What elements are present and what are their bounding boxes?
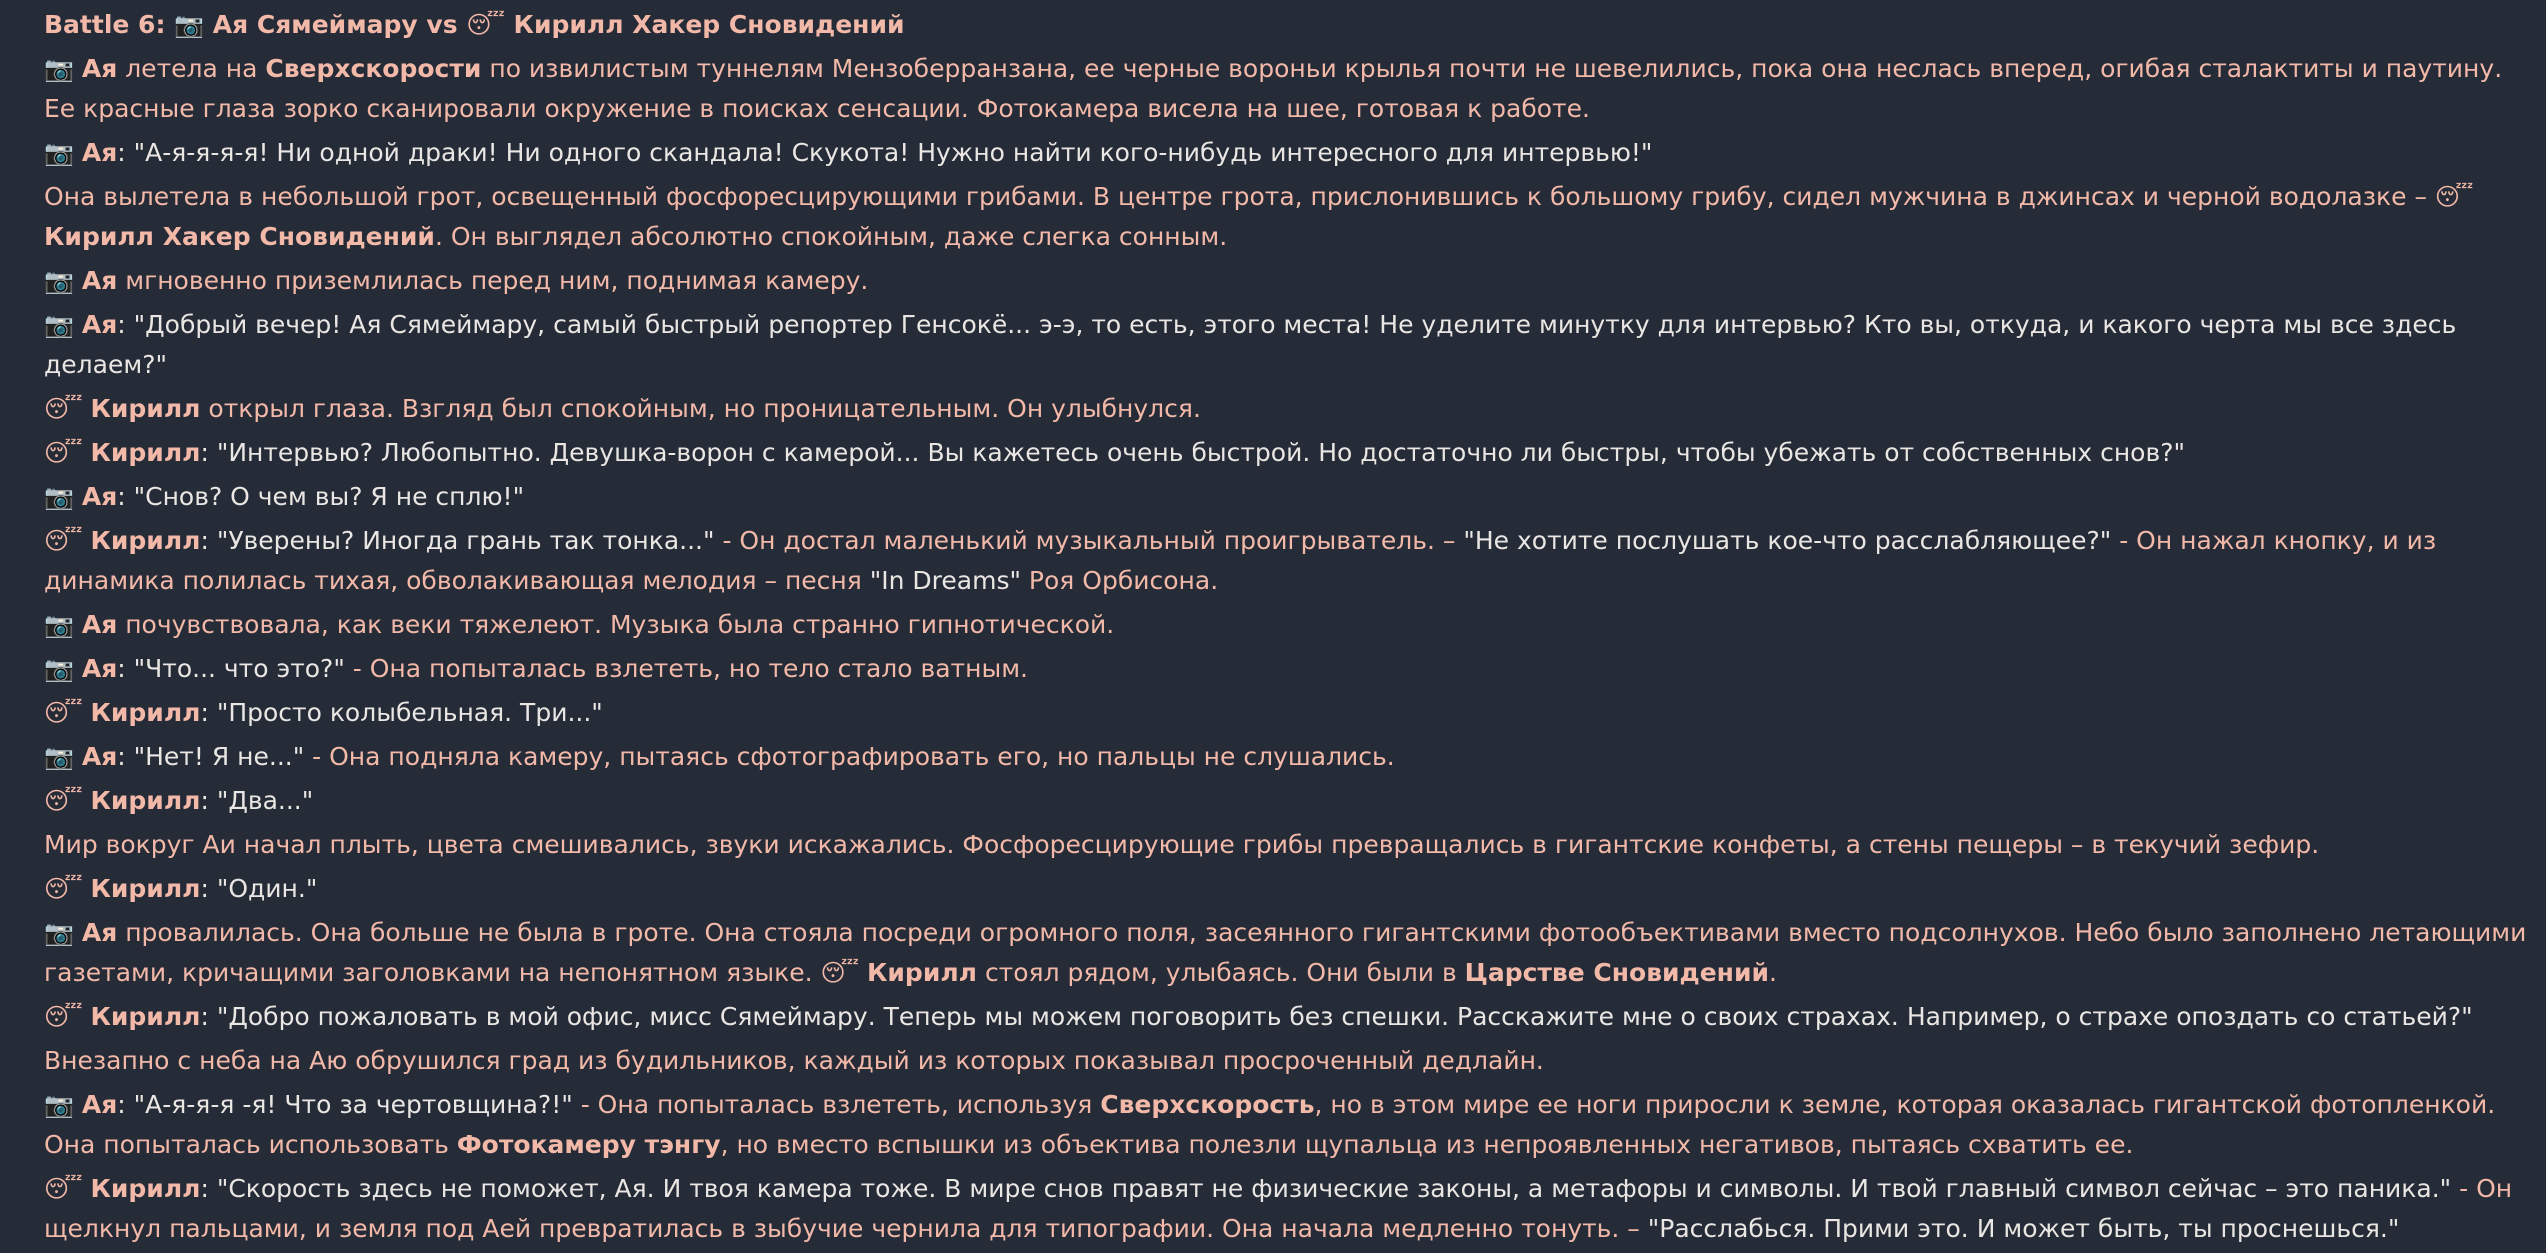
- dialogue-text: : "Два...": [200, 786, 314, 815]
- dialogue-text: : "Добрый вечер! Ая Сямеймару, самый быстрый репортер Генсокё... э-э, то есть, этого места! Не уделите минутку для интервью? Кто вы, откуда, и какого черта мы все здесь делаем?": [44, 310, 2457, 379]
- dialogue-text: : "Что... что это?": [117, 654, 345, 683]
- narration-text: открыл глаза. Взгляд был спокойным, но проницательным. Он улыбнулся.: [208, 394, 1201, 423]
- sleeping-face-icon: 😴: [820, 959, 860, 987]
- dialogue-line: [44, 433, 2534, 473]
- location-name: Царстве Сновидений: [1464, 958, 1769, 987]
- battle-title: [44, 5, 2534, 45]
- sleeping-face-icon: 😴: [44, 395, 83, 423]
- speaker-kirill: Кирилл: [866, 958, 977, 987]
- narration-text: .: [1769, 958, 1777, 987]
- camera-icon: 📷: [174, 11, 205, 39]
- narration-text: - Она попыталась взлететь, используя: [572, 1090, 1101, 1119]
- narration-text: - Он достал маленький музыкальный проигрыватель. –: [714, 526, 1464, 555]
- narration-text: почувствовала, как веки тяжелеют. Музыка была странно гипнотической.: [125, 610, 1115, 639]
- narration-line: [44, 913, 2534, 993]
- dialogue-text: "Расслабься. Прими это. И может быть, ты проснешься.": [1647, 1214, 2400, 1243]
- speaker-kirill: Кирилл: [90, 698, 201, 727]
- narration-line: [44, 49, 2534, 129]
- narration-text: Роя Орбисона.: [1020, 566, 1219, 595]
- camera-icon: 📷: [44, 1091, 74, 1119]
- sleeping-face-icon: 😴: [2434, 183, 2474, 211]
- dialogue-line: [44, 1085, 2534, 1165]
- camera-icon: 📷: [44, 139, 74, 167]
- speaker-kirill: Кирилл: [90, 874, 201, 903]
- speaker-kirill: Кирилл: [90, 438, 201, 467]
- narration-line: [44, 177, 2534, 257]
- dialogue-line: [44, 649, 2534, 689]
- narration-text: стоял рядом, улыбаясь. Они были в: [984, 958, 1457, 987]
- narration-line: [44, 825, 2534, 865]
- narration-text: Она вылетела в небольшой грот, освещенный фосфоресцирующими грибами. В центре грота, прислонившись к большому грибу, сидел мужчина в джинсах и черной водолазке –: [44, 182, 2427, 211]
- narration-line: [44, 605, 2534, 645]
- speaker-kirill: Кирилл: [90, 526, 201, 555]
- dialogue-text: : "Добро пожаловать в мой офис, мисс Сямеймару. Теперь мы можем поговорить без спешки. Расскажите мне о своих страхах. Например, о страхе опоздать со статьей?": [200, 1002, 2473, 1031]
- sleeping-face-icon: 😴: [466, 11, 505, 39]
- dialogue-line: [44, 737, 2534, 777]
- dialogue-text: : "Скорость здесь не поможет, Ая. И твоя камера тоже. В мире снов правят не физические законы, а метафоры и символы. И твой главный символ сейчас – это паника.": [200, 1174, 2452, 1203]
- speaker-aya: Ая: [81, 1090, 118, 1119]
- dialogue-text: : "Нет! Я не...": [117, 742, 305, 771]
- fighter-1-name: Ая Сямеймару: [212, 10, 418, 39]
- dialogue-text: : "Уверены? Иногда грань так тонка...": [200, 526, 715, 555]
- speaker-aya: Ая: [81, 138, 118, 167]
- narration-text: Мир вокруг Аи начал плыть, цвета смешивались, звуки искажались. Фосфоресцирующие грибы превращались в гигантские конфеты, а стены пещеры – в текучий зефир.: [44, 830, 2320, 859]
- speaker-aya: Ая: [81, 610, 118, 639]
- speaker-aya: Ая: [81, 310, 118, 339]
- sleeping-face-icon: 😴: [44, 439, 83, 467]
- dialogue-text: : "А-я-я-я -я! Что за чертовщина?!": [117, 1090, 573, 1119]
- speaker-aya: Ая: [81, 266, 118, 295]
- narration-line: [44, 261, 2534, 301]
- narration-text: мгновенно приземлилась перед ним, поднимая камеру.: [125, 266, 869, 295]
- sleeping-face-icon: 😴: [44, 875, 83, 903]
- sleeping-face-icon: 😴: [44, 1175, 83, 1203]
- speaker-kirill: Кирилл: [90, 394, 201, 423]
- narration-text: - Она попыталась взлететь, но тело стало ватным.: [344, 654, 1028, 683]
- narration-text: летела на: [125, 54, 258, 83]
- narration-text: по извилистым туннелям Мензоберранзана, ее черные вороньи крылья почти не шевелились, пока она неслась вперед, огибая сталактиты и паутину. Ее красные глаза зорко сканировали окружение в поисках сенсации. Фотокамера висела на шее, готовая к работе.: [44, 54, 2503, 123]
- dialogue-text: : "Просто колыбельная. Три...": [200, 698, 603, 727]
- narration-line: [44, 389, 2534, 429]
- chat-log: [44, 5, 2534, 1253]
- dialogue-line: [44, 997, 2534, 1037]
- narration-text: , но в этом мире ее ноги приросли к земле, которая оказалась гигантской фотопленкой. Она попыталась использовать: [44, 1090, 2496, 1159]
- dialogue-text: : "Один.": [200, 874, 318, 903]
- speaker-aya: Ая: [81, 654, 118, 683]
- narration-text: , но вместо вспышки из объектива полезли щупальца из непроявленных негативов, пытаясь схватить ее.: [720, 1130, 2134, 1159]
- sleeping-face-icon: 😴: [44, 787, 83, 815]
- speaker-kirill: Кирилл: [90, 1174, 201, 1203]
- speaker-aya: Ая: [81, 482, 118, 511]
- camera-icon: 📷: [44, 611, 74, 639]
- narration-text: Внезапно с неба на Аю обрушился град из будильников, каждый из которых показывал просроченный дедлайн.: [44, 1046, 1544, 1075]
- dialogue-text: : "А-я-я-я-я! Ни одной драки! Ни одного скандала! Скукота! Нужно найти кого-нибудь интересного для интервью!": [117, 138, 1653, 167]
- dialogue-text: : "Снов? О чем вы? Я не сплю!": [117, 482, 525, 511]
- speaker-aya: Ая: [81, 742, 118, 771]
- speaker-kirill: Кирилл: [90, 786, 201, 815]
- ability-name: Сверхскорости: [265, 54, 482, 83]
- battle-number: Battle 6:: [44, 10, 166, 39]
- speaker-aya: Ая: [81, 918, 118, 947]
- camera-icon: 📷: [44, 267, 74, 295]
- sleeping-face-icon: 😴: [44, 527, 83, 555]
- dialogue-line: [44, 869, 2534, 909]
- dialogue-text: "Не хотите послушать кое-что расслабляющее?": [1463, 526, 2112, 555]
- narration-text: - Он нажал кнопку, и из динамика полилась тихая, обволакивающая мелодия – песня: [44, 526, 2437, 595]
- song-title: "In Dreams": [869, 566, 1021, 595]
- dialogue-line: [44, 305, 2534, 385]
- ability-name: Фотокамеру тэнгу: [456, 1130, 721, 1159]
- dialogue-line: [44, 1169, 2534, 1249]
- dialogue-line: [44, 477, 2534, 517]
- fighter-2-name: Кирилл Хакер Сновидений: [513, 10, 905, 39]
- dialogue-text: : "Интервью? Любопытно. Девушка-ворон с камерой... Вы кажетесь очень быстрой. Но достаточно ли быстры, чтобы убежать от собственных снов?": [200, 438, 2185, 467]
- camera-icon: 📷: [44, 55, 74, 83]
- camera-icon: 📷: [44, 655, 74, 683]
- camera-icon: 📷: [44, 743, 74, 771]
- narration-line: [44, 1041, 2534, 1081]
- camera-icon: 📷: [44, 483, 74, 511]
- sleeping-face-icon: 😴: [44, 1003, 83, 1031]
- narration-text: - Она подняла камеру, пытаясь сфотографировать его, но пальцы не слушались.: [304, 742, 1395, 771]
- narration-text: . Он выглядел абсолютно спокойным, даже слегка сонным.: [434, 222, 1228, 251]
- dialogue-line: [44, 693, 2534, 733]
- speaker-kirill: Кирилл: [90, 1002, 201, 1031]
- narration-text: провалилась. Она больше не была в гроте. Она стояла посреди огромного поля, засеянного гигантскими фотообъективами вместо подсолнухов. Небо было заполнено летающими газетами, кричащими заголовками на непонятном языке.: [44, 918, 2527, 987]
- camera-icon: 📷: [44, 919, 74, 947]
- speaker-kirill-full: Кирилл Хакер Сновидений: [44, 222, 435, 251]
- sleeping-face-icon: 😴: [44, 699, 83, 727]
- camera-icon: 📷: [44, 311, 74, 339]
- ability-name: Сверхскорость: [1100, 1090, 1315, 1119]
- dialogue-line: [44, 521, 2534, 601]
- narration-text: - Он щелкнул пальцами, и земля под Аей превратилась в зыбучие чернила для типографии. Она начала медленно тонуть. –: [44, 1174, 2513, 1243]
- versus-label: vs: [426, 10, 458, 39]
- dialogue-line: [44, 781, 2534, 821]
- dialogue-line: [44, 133, 2534, 173]
- speaker-aya: Ая: [81, 54, 118, 83]
